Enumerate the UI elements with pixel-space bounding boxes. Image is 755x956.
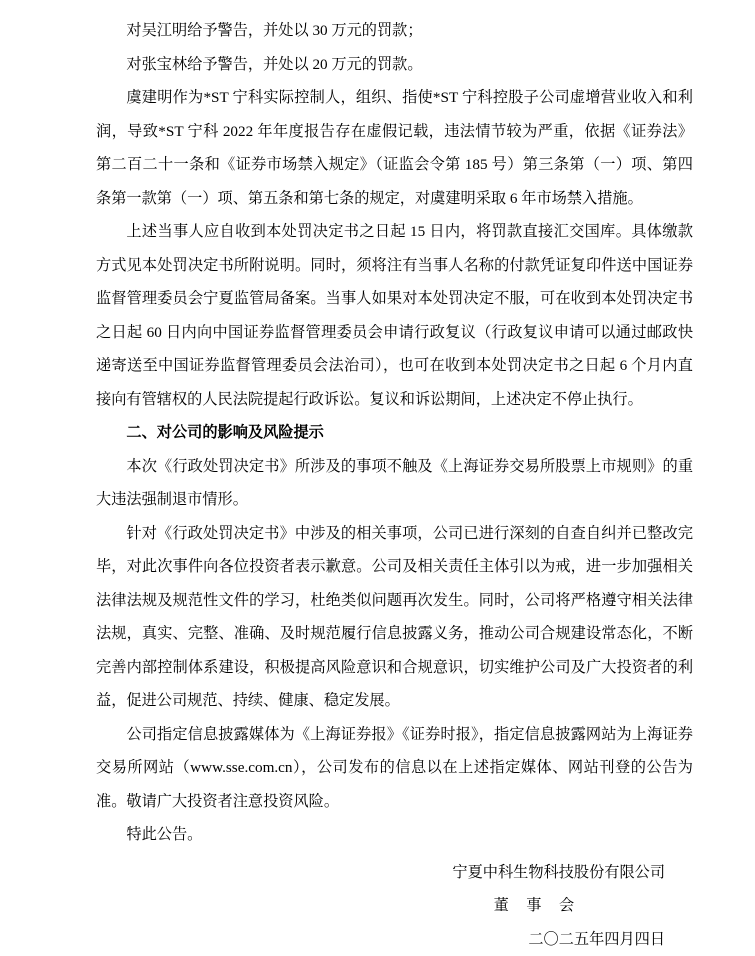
paragraph: 上述当事人应自收到本处罚决定书之日起 15 日内，将罚款直接汇交国库。具体缴款方式见本处罚决定书所附说明。同时，须将注有当事人名称的付款凭证复印件送中国证券监督管理委员会宁夏监管局备案。当事人如果对本处罚决定不服，可在收到本处罚决定书之日起 60 日内向中国证券监督管理委员会申请行政复议（行政复议申请可以通过邮政快递寄送至中国证券监督管理委员会法治司），也可在收到本处罚决定书之日起 6 个月内直接向有管辖权的人民法院提起行政诉讼。复议和诉讼期间，上述决定不停止执行。 [96,215,693,416]
signature-date: 二〇二五年四月四日 [96,923,693,956]
paragraph: 针对《行政处罚决定书》中涉及的相关事项，公司已进行深刻的自查自纠并已整改完毕，对此次事件向各位投资者表示歉意。公司及相关责任主体引以为戒，进一步加强相关法律法规及规范性文件的学习，杜绝类似问题再次发生。同时，公司将严格遵守相关法律法规，真实、完整、准确、及时规范履行信息披露义务，推动公司合规建设常态化，不断完善内部控制体系建设，积极提高风险意识和合规意识，切实维护公司及广大投资者的利益，促进公司规范、持续、健康、稳定发展。 [96,517,693,718]
paragraph: 公司指定信息披露媒体为《上海证券报》《证券时报》，指定信息披露网站为上海证券交易所网站（www.sse.com.cn），公司发布的信息以在上述指定媒体、网站刊登的公告为准。敬请广大投资者注意投资风险。 [96,718,693,819]
paragraph: 本次《行政处罚决定书》所涉及的事项不触及《上海证券交易所股票上市规则》的重大违法强制退市情形。 [96,450,693,517]
paragraph: 对吴江明给予警告，并处以 30 万元的罚款； [96,14,693,48]
signature-board: 董 事 会 [96,889,693,923]
paragraph: 虞建明作为*ST 宁科实际控制人，组织、指使*ST 宁科控股子公司虚增营业收入和利润，导致*ST 宁科 2022 年年度报告存在虚假记载，违法情节较为严重，依据《证券法》第二百二十一条和《证券市场禁入规定》（证监会令第 185 号）第三条第（一）项、第四条第一款第（一）项、第五条和第七条的规定，对虞建明采取 6 年市场禁入措施。 [96,81,693,215]
paragraph: 对张宝林给予警告，并处以 20 万元的罚款。 [96,48,693,82]
section-heading: 二、对公司的影响及风险提示 [96,416,693,450]
signature-company: 宁夏中科生物科技股份有限公司 [96,856,693,890]
paragraph: 特此公告。 [96,818,693,852]
